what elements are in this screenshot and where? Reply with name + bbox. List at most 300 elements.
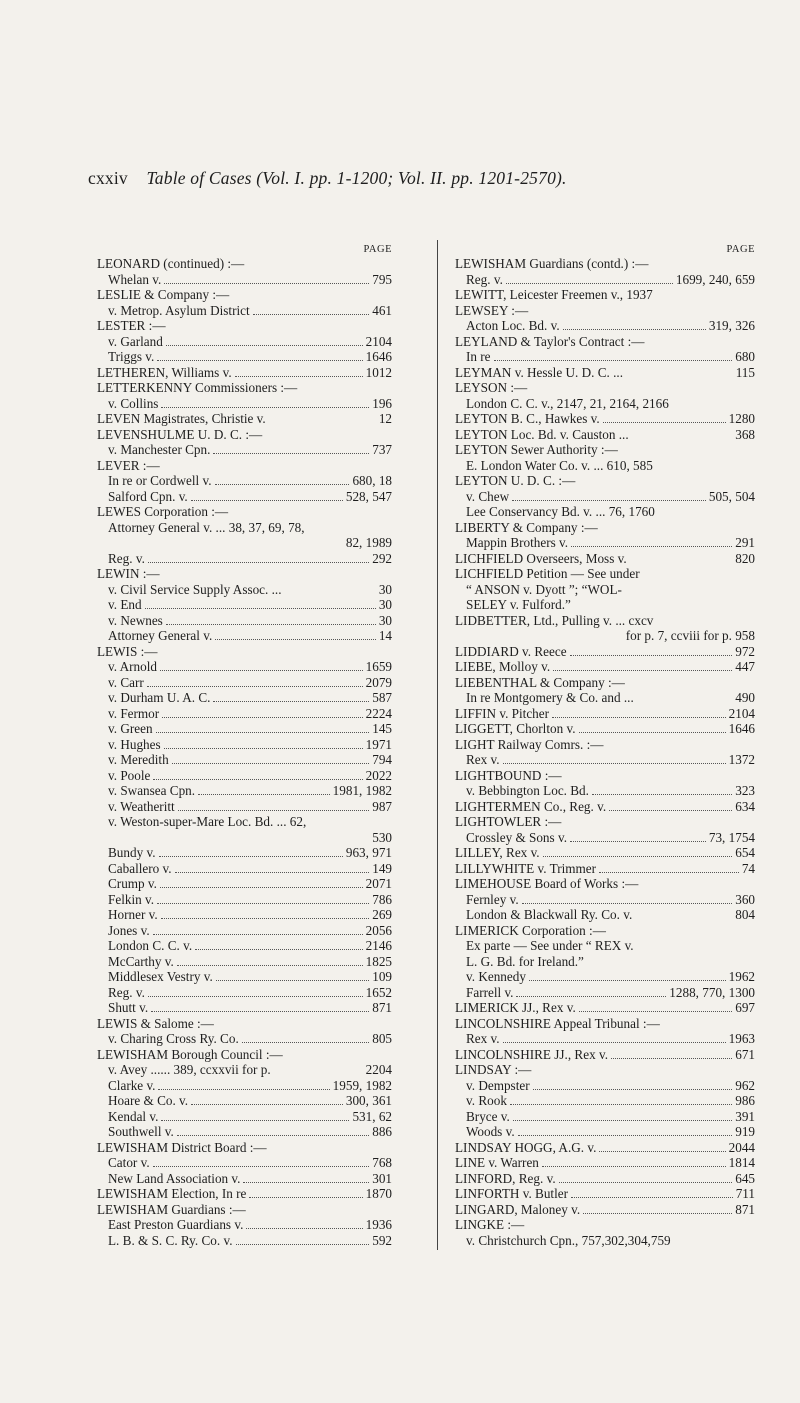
dot-leader bbox=[599, 872, 739, 873]
index-entry bbox=[455, 1078, 755, 1094]
entry-page-numbers: 1280 bbox=[728, 411, 755, 426]
dot-leader bbox=[611, 1058, 732, 1059]
index-entry bbox=[97, 876, 392, 892]
entry-text: LETHEREN, Williams v. bbox=[97, 364, 232, 380]
entry-text: Rex v. bbox=[466, 1031, 500, 1046]
entry-text: v. Weatheritt bbox=[108, 798, 175, 814]
entry-text: LEWES Corporation :— bbox=[97, 504, 229, 519]
index-entry bbox=[97, 582, 392, 598]
dot-leader bbox=[249, 1197, 362, 1198]
dot-leader bbox=[512, 500, 706, 501]
index-entry bbox=[97, 675, 392, 691]
entry-text: Kendal v. bbox=[108, 1108, 159, 1124]
entry-text: London & Blackwall Ry. Co. v. bbox=[466, 907, 633, 922]
entry-page-numbers: 962 bbox=[735, 1077, 755, 1093]
dot-leader bbox=[162, 717, 362, 718]
entry-text: LIEBENTHAL & Company :— bbox=[455, 674, 625, 690]
index-entry bbox=[455, 287, 755, 303]
entry-text: Reg. v. bbox=[466, 271, 503, 287]
index-entry bbox=[455, 473, 755, 489]
entry-text: LEYMAN v. Hessle U. D. C. ... bbox=[455, 364, 624, 380]
index-entry bbox=[455, 1140, 755, 1156]
dot-leader bbox=[164, 748, 363, 749]
entry-text: London C. C. v., 2147, 21, 2164, 2166 bbox=[466, 395, 669, 411]
dot-leader bbox=[153, 934, 363, 935]
entry-text: Ex parte — See under “ REX v. bbox=[466, 938, 634, 953]
running-header bbox=[88, 168, 788, 189]
entry-page-numbers: 14 bbox=[378, 628, 392, 643]
dot-leader bbox=[156, 732, 370, 733]
entry-page-numbers: 1372 bbox=[728, 752, 755, 767]
index-entry bbox=[455, 954, 755, 970]
entry-text: Cator v. bbox=[108, 1155, 150, 1170]
entry-page-numbers: 528, 547 bbox=[345, 488, 392, 504]
entry-page-numbers: 30 bbox=[378, 581, 392, 597]
index-entry bbox=[455, 458, 755, 474]
index-entry bbox=[97, 1171, 392, 1187]
index-entry bbox=[97, 1062, 392, 1078]
index-entry bbox=[97, 1140, 392, 1156]
entry-page-numbers: 634 bbox=[735, 798, 755, 814]
entry-page-numbers: 592 bbox=[372, 1232, 392, 1248]
entry-text: v. Bebbington Loc. Bd. bbox=[466, 783, 589, 798]
entry-text: LINGARD, Maloney v. bbox=[455, 1201, 581, 1217]
entry-text: Lee Conservancy Bd. v. ... 76, 1760 bbox=[466, 504, 655, 519]
index-entry bbox=[97, 551, 392, 567]
entry-text: v. Durham U. A. C. bbox=[108, 690, 211, 705]
dot-leader bbox=[148, 996, 363, 997]
entry-page-numbers: 269 bbox=[372, 907, 392, 922]
entry-text: In re Montgomery & Co. and ... bbox=[466, 690, 634, 705]
index-entry bbox=[455, 969, 755, 985]
entry-text: LIBERTY & Company :— bbox=[455, 519, 598, 535]
entry-text: LIEBE, Molloy v. bbox=[455, 659, 551, 674]
entry-page-numbers: 919 bbox=[735, 1124, 755, 1139]
dot-leader bbox=[571, 546, 732, 547]
index-entry bbox=[455, 1031, 755, 1047]
index-entry bbox=[97, 272, 392, 288]
dot-leader bbox=[213, 453, 369, 454]
entry-text: LEWIS & Salome :— bbox=[97, 1015, 214, 1031]
entry-text: LINGKE :— bbox=[455, 1217, 525, 1232]
dot-leader bbox=[503, 1042, 726, 1043]
entry-page-numbers: 196 bbox=[372, 395, 392, 411]
entry-text: Attorney General v. bbox=[108, 628, 213, 643]
index-entry bbox=[97, 1186, 392, 1202]
index-entry bbox=[455, 1016, 755, 1032]
index-entry bbox=[97, 349, 392, 365]
entry-text: Horner v. bbox=[108, 907, 158, 922]
index-entry bbox=[97, 892, 392, 908]
dot-leader bbox=[164, 283, 369, 284]
index-entry bbox=[455, 1062, 755, 1078]
entry-text: LESTER :— bbox=[97, 318, 166, 333]
entry-text: LINCOLNSHIRE JJ., Rex v. bbox=[455, 1046, 608, 1062]
entry-text: LINCOLNSHIRE Appeal Tribunal :— bbox=[455, 1015, 660, 1031]
entry-page-numbers: 490 bbox=[735, 690, 755, 705]
index-entry bbox=[97, 768, 392, 784]
dot-leader bbox=[603, 422, 726, 423]
index-entry bbox=[97, 830, 392, 846]
dot-leader bbox=[592, 794, 732, 795]
right-entry-list bbox=[455, 256, 755, 1248]
page-number: cxxiv bbox=[88, 168, 128, 188]
entry-page-numbers: 1971 bbox=[365, 736, 392, 752]
entry-text: LEYTON Sewer Authority :— bbox=[455, 442, 618, 457]
index-entry bbox=[97, 1124, 392, 1140]
entry-page-numbers: 671 bbox=[735, 1046, 755, 1062]
entry-page-numbers: 737 bbox=[372, 442, 392, 457]
entry-page-numbers: 1012 bbox=[365, 364, 392, 380]
entry-text: LIFFIN v. Pitcher bbox=[455, 705, 550, 721]
entry-text: L. B. & S. C. Ry. Co. v. bbox=[108, 1232, 233, 1248]
dot-leader bbox=[552, 717, 726, 718]
entry-text: LIGGETT, Chorlton v. bbox=[455, 721, 576, 736]
index-entry bbox=[455, 256, 755, 272]
dot-leader bbox=[161, 918, 370, 919]
index-entry bbox=[455, 923, 755, 939]
dot-leader bbox=[166, 345, 363, 346]
entry-text: Middlesex Vestry v. bbox=[108, 969, 213, 984]
index-entry bbox=[455, 985, 755, 1001]
index-entry bbox=[97, 721, 392, 737]
entry-text: Woods v. bbox=[466, 1124, 515, 1139]
index-entry bbox=[97, 489, 392, 505]
index-entry bbox=[97, 365, 392, 381]
dot-leader bbox=[242, 1042, 369, 1043]
dot-leader bbox=[599, 1151, 725, 1152]
index-entry bbox=[97, 783, 392, 799]
entry-page-numbers: 1646 bbox=[728, 721, 755, 736]
dot-leader bbox=[506, 283, 673, 284]
entry-text: v. Avey ...... 389, ccxxvii for p. bbox=[108, 1062, 271, 1077]
dot-leader bbox=[157, 903, 369, 904]
index-entry bbox=[455, 1233, 755, 1249]
dot-leader bbox=[213, 701, 369, 702]
dot-leader bbox=[503, 763, 726, 764]
index-entry bbox=[97, 1016, 392, 1032]
dot-leader bbox=[177, 965, 363, 966]
entry-page-numbers: 1981, 1982 bbox=[332, 783, 392, 798]
entry-text: v. Garland bbox=[108, 333, 163, 349]
dot-leader bbox=[243, 1182, 369, 1183]
entry-page-numbers: 1963 bbox=[728, 1031, 755, 1046]
dot-leader bbox=[253, 314, 370, 315]
entry-page-numbers: 2104 bbox=[728, 705, 755, 721]
index-entry bbox=[455, 365, 755, 381]
entry-page-numbers: 300, 361 bbox=[345, 1093, 392, 1108]
entry-page-numbers: 795 bbox=[372, 271, 392, 287]
dot-leader bbox=[609, 810, 732, 811]
dot-leader bbox=[157, 360, 362, 361]
dot-leader bbox=[236, 1244, 370, 1245]
entry-page-numbers: 145 bbox=[372, 721, 392, 736]
entry-page-numbers: 30 bbox=[378, 597, 392, 612]
entry-page-numbers: 1825 bbox=[365, 953, 392, 969]
entry-page-numbers: 149 bbox=[372, 860, 392, 876]
entry-text: v. Collins bbox=[108, 395, 159, 411]
entry-page-numbers: 1288, 770, 1300 bbox=[669, 984, 755, 1000]
entry-page-numbers: 505, 504 bbox=[708, 488, 755, 504]
entry-text: v. Dempster bbox=[466, 1077, 530, 1093]
index-entry bbox=[455, 876, 755, 892]
index-entry bbox=[97, 597, 392, 613]
index-entry bbox=[97, 969, 392, 985]
index-entry bbox=[455, 799, 755, 815]
dot-leader bbox=[516, 996, 666, 997]
entry-text: Clarke v. bbox=[108, 1077, 156, 1093]
index-entry bbox=[455, 520, 755, 536]
index-entry bbox=[97, 1047, 392, 1063]
entry-page-numbers: 697 bbox=[735, 1000, 755, 1015]
index-entry bbox=[455, 582, 755, 598]
entry-text: v. Charing Cross Ry. Co. bbox=[108, 1031, 239, 1046]
dot-leader bbox=[178, 810, 370, 811]
index-entry bbox=[97, 520, 392, 536]
index-entry bbox=[97, 473, 392, 489]
dot-leader bbox=[570, 841, 706, 842]
right-column-page-label: PAGE bbox=[726, 244, 755, 255]
entry-text: Salford Cpn. v. bbox=[108, 488, 188, 504]
entry-text: v. Chew bbox=[466, 488, 510, 504]
index-entry bbox=[455, 845, 755, 861]
entry-text: LESLIE & Company :— bbox=[97, 287, 230, 302]
right-column bbox=[455, 243, 755, 1248]
entry-page-numbers: 461 bbox=[372, 302, 392, 318]
entry-text: LEWIN :— bbox=[97, 566, 160, 581]
dot-leader bbox=[153, 779, 362, 780]
entry-page-numbers: 987 bbox=[372, 798, 392, 814]
index-entry bbox=[455, 380, 755, 396]
index-entry bbox=[97, 814, 392, 830]
entry-text: Reg. v. bbox=[108, 984, 145, 1000]
entry-text: Caballero v. bbox=[108, 860, 172, 876]
entry-page-numbers: 794 bbox=[372, 752, 392, 767]
dot-leader bbox=[571, 1197, 733, 1198]
left-entry-list bbox=[97, 256, 392, 1248]
dot-leader bbox=[533, 1089, 733, 1090]
entry-text: LEWISHAM Election, In re bbox=[97, 1186, 247, 1201]
entry-text: LICHFIELD Overseers, Moss v. bbox=[455, 550, 627, 566]
index-entry bbox=[97, 659, 392, 675]
index-entry bbox=[455, 830, 755, 846]
entry-page-numbers: 963, 971 bbox=[345, 845, 392, 860]
entry-text: LEONARD (continued) :— bbox=[97, 256, 245, 271]
index-entry bbox=[455, 597, 755, 613]
dot-leader bbox=[145, 608, 376, 609]
entry-page-numbers: 447 bbox=[735, 659, 755, 674]
index-entry bbox=[455, 1186, 755, 1202]
dot-leader bbox=[172, 763, 370, 764]
entry-text: LEWISHAM Guardians (contd.) :— bbox=[455, 256, 649, 271]
dot-leader bbox=[161, 1120, 349, 1121]
index-entry bbox=[97, 1202, 392, 1218]
entry-text: Shutt v. bbox=[108, 1000, 149, 1015]
index-entry bbox=[97, 690, 392, 706]
entry-text: LIMERICK Corporation :— bbox=[455, 922, 606, 938]
entry-text: v. Christchurch Cpn., 757,302,304,759 bbox=[466, 1232, 671, 1248]
index-entry bbox=[97, 427, 392, 443]
index-entry bbox=[455, 721, 755, 737]
index-entry bbox=[455, 814, 755, 830]
entry-text: LEWSEY :— bbox=[455, 302, 529, 318]
dot-leader bbox=[215, 484, 350, 485]
entry-text: East Preston Guardians v. bbox=[108, 1217, 244, 1232]
entry-page-numbers: 768 bbox=[372, 1155, 392, 1170]
index-entry bbox=[97, 923, 392, 939]
index-entry bbox=[455, 334, 755, 350]
index-entry bbox=[455, 1109, 755, 1125]
index-entry bbox=[97, 985, 392, 1001]
entry-text: v. Hughes bbox=[108, 736, 161, 752]
entry-text: v. Carr bbox=[108, 674, 144, 690]
entry-text: Felkin v. bbox=[108, 891, 155, 907]
entry-text: LIDBETTER, Ltd., Pulling v. ... cxcv bbox=[455, 612, 654, 628]
index-entry bbox=[455, 768, 755, 784]
index-entry bbox=[97, 504, 392, 520]
entry-text: Farrell v. bbox=[466, 984, 514, 1000]
dot-leader bbox=[147, 686, 363, 687]
entry-page-numbers: 786 bbox=[372, 891, 392, 907]
entry-text: Fernley v. bbox=[466, 891, 519, 907]
dot-leader bbox=[235, 376, 363, 377]
dot-leader bbox=[553, 670, 732, 671]
index-entry bbox=[455, 1155, 755, 1171]
dot-leader bbox=[583, 1213, 732, 1214]
dot-leader bbox=[161, 407, 369, 408]
entry-text: LEYSON :— bbox=[455, 380, 528, 395]
entry-text: LIGHTERMEN Co., Reg. v. bbox=[455, 798, 607, 814]
entry-text: Crump v. bbox=[108, 876, 157, 891]
dot-leader bbox=[579, 1011, 732, 1012]
entry-text: LIGHTOWLER :— bbox=[455, 814, 562, 829]
entry-text: 82, 1989 bbox=[345, 535, 392, 550]
index-entry bbox=[97, 752, 392, 768]
entry-text: In re or Cordwell v. bbox=[108, 473, 212, 488]
entry-text: London C. C. v. bbox=[108, 938, 193, 953]
entry-text: LILLYWHITE v. Trimmer bbox=[455, 860, 597, 876]
entry-page-numbers: 1959, 1982 bbox=[332, 1077, 392, 1093]
entry-page-numbers: 360 bbox=[735, 891, 755, 907]
entry-page-numbers: 2146 bbox=[365, 938, 392, 953]
dot-leader bbox=[215, 639, 376, 640]
entry-text: v. Poole bbox=[108, 767, 151, 783]
entry-text: Mappin Brothers v. bbox=[466, 535, 569, 550]
index-entry bbox=[455, 442, 755, 458]
entry-text: Bryce v. bbox=[466, 1108, 510, 1124]
index-entry bbox=[97, 566, 392, 582]
dot-leader bbox=[559, 1182, 733, 1183]
index-entry bbox=[455, 644, 755, 660]
entry-text: In re bbox=[466, 349, 491, 364]
entry-page-numbers: 1814 bbox=[728, 1155, 755, 1170]
entry-text: E. London Water Co. v. ... 610, 585 bbox=[466, 457, 653, 473]
entry-text: LILLEY, Rex v. bbox=[455, 845, 540, 860]
entry-text: Crossley & Sons v. bbox=[466, 829, 567, 845]
entry-text: Whelan v. bbox=[108, 271, 162, 287]
index-entry bbox=[97, 1031, 392, 1047]
entry-text: v. Metrop. Asylum District bbox=[108, 302, 250, 318]
dot-leader bbox=[166, 624, 376, 625]
dot-leader bbox=[513, 1120, 732, 1121]
entry-page-numbers: 871 bbox=[372, 1000, 392, 1015]
index-entry bbox=[97, 318, 392, 334]
index-entry bbox=[455, 349, 755, 365]
entry-page-numbers: 2071 bbox=[365, 876, 392, 891]
index-entry bbox=[97, 613, 392, 629]
entry-page-numbers: 12 bbox=[378, 411, 392, 426]
entry-text: 530 bbox=[372, 829, 392, 845]
index-entry bbox=[97, 411, 392, 427]
entry-page-numbers: 805 bbox=[372, 1031, 392, 1046]
index-entry bbox=[97, 938, 392, 954]
entry-text: v. End bbox=[108, 597, 142, 612]
left-column bbox=[97, 243, 392, 1248]
entry-text: Rex v. bbox=[466, 752, 500, 767]
entry-page-numbers: 30 bbox=[378, 612, 392, 628]
entry-page-numbers: 645 bbox=[735, 1170, 755, 1186]
index-entry bbox=[455, 427, 755, 443]
dot-leader bbox=[153, 1166, 370, 1167]
entry-page-numbers: 654 bbox=[735, 845, 755, 860]
entry-page-numbers: 391 bbox=[735, 1108, 755, 1124]
entry-text: v. Weston-super-Mare Loc. Bd. ... 62, bbox=[108, 814, 307, 829]
dot-leader bbox=[195, 949, 362, 950]
index-entry bbox=[97, 256, 392, 272]
index-entry bbox=[455, 1202, 755, 1218]
entry-text: New Land Association v. bbox=[108, 1170, 241, 1186]
entry-page-numbers: 587 bbox=[372, 690, 392, 705]
entry-text: Jones v. bbox=[108, 922, 150, 938]
entry-page-numbers: 972 bbox=[735, 643, 755, 659]
entry-text: LIGHTBOUND :— bbox=[455, 767, 562, 783]
entry-page-numbers: 2022 bbox=[365, 767, 392, 783]
index-entry bbox=[455, 907, 755, 923]
dot-leader bbox=[542, 1166, 726, 1167]
entry-page-numbers: 323 bbox=[735, 783, 755, 798]
index-entry bbox=[97, 1078, 392, 1094]
index-entry bbox=[97, 907, 392, 923]
index-entry bbox=[455, 1171, 755, 1187]
entry-text: LIDDIARD v. Reece bbox=[455, 643, 567, 659]
entry-text: Reg. v. bbox=[108, 550, 145, 566]
entry-text: McCarthy v. bbox=[108, 953, 174, 969]
index-entry bbox=[97, 644, 392, 660]
dot-leader bbox=[529, 980, 726, 981]
entry-text: LEVEN Magistrates, Christie v. bbox=[97, 411, 266, 426]
entry-text: Acton Loc. Bd. v. bbox=[466, 318, 560, 333]
entry-page-numbers: 2079 bbox=[365, 674, 392, 690]
index-entry bbox=[455, 752, 755, 768]
dot-leader bbox=[518, 1135, 733, 1136]
index-entry bbox=[97, 1093, 392, 1109]
entry-text: LIMEHOUSE Board of Works :— bbox=[455, 876, 639, 891]
entry-text: Bundy v. bbox=[108, 845, 156, 860]
index-entry bbox=[97, 628, 392, 644]
index-entry bbox=[455, 783, 755, 799]
dot-leader bbox=[246, 1228, 362, 1229]
entry-page-numbers: 711 bbox=[735, 1186, 755, 1201]
index-entry bbox=[455, 706, 755, 722]
index-entry bbox=[455, 675, 755, 691]
index-entry bbox=[455, 1124, 755, 1140]
entry-text: v. Arnold bbox=[108, 659, 157, 674]
index-entry bbox=[455, 1093, 755, 1109]
index-entry bbox=[455, 659, 755, 675]
dot-leader bbox=[148, 562, 369, 563]
index-entry bbox=[455, 318, 755, 334]
entry-text: LINDSAY :— bbox=[455, 1062, 532, 1077]
